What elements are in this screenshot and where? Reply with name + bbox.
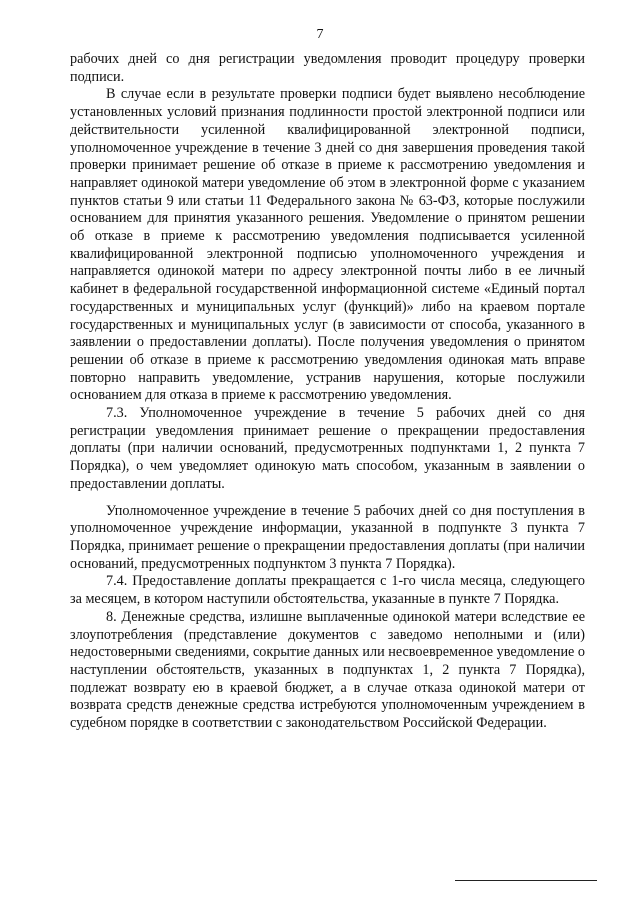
- paragraph-7-3: 7.3. Уполномоченное учреждение в течение 5 рабочих дней со дня регистрации уведомления принимает решение о прекращении предоставления доплаты (при наличии оснований, предусмотренных подпунктами 1, 2 пункта 7 Порядка), о чем уведомляет одинокую мать способом, указанным в заявлении о предоставлении доплаты.: [70, 405, 585, 492]
- paragraph-7-3-info: Уполномоченное учреждение в течение 5 рабочих дней со дня поступления в уполномоченное учреждение информации, указанной в подпункте 3 пункта 7 Порядка, принимает решение о прекращении предоставления доплаты (при наличии оснований, предусмотренных подпунктом 3 пункта 7 Порядка).: [70, 502, 585, 572]
- footer-divider: [455, 880, 597, 881]
- document-body: [70, 51, 585, 733]
- paragraph-continuation: рабочих дней со дня регистрации уведомления проводит процедуру проверки подписи.: [70, 51, 585, 85]
- paragraph-8: 8. Денежные средства, излишне выплаченные одинокой матери вследствие ее злоупотребления (представление документов с заведомо неполными и (или) недостоверными сведениями, сокрытие данных или несвоевременное уведомление о наступлении обстоятельств, указанных в подпунктах 1, 2 пункта 7 Порядка), подлежат возврату ею в краевой бюджет, а в случае отказа одинокой матери от возврата средств денежные средства истребуются уполномоченным учреждением в судебном порядке в соответствии с законодательством Российской Федерации.: [70, 608, 585, 732]
- paragraph-signature-check: В случае если в результате проверки подписи будет выявлено несоблюдение установленных условий признания подлинности простой электронной подписи или действительности усиленной квалифицированной электронной подписи, уполномоченное учреждение в течение 3 дней со дня завершения проведения такой проверки принимает решение об отказе в приеме к рассмотрению уведомления и направляет одинокой матери уведомление об этом в электронной форме с указанием пунктов статьи 9 или статьи 11 Федерального закона № 63-ФЗ, которые послужили основанием для принятия указанного решения. Уведомление о принятом решении об отказе в приеме к рассмотрению уведомления подписывается усиленной квалифицированной электронной подписью уполномоченного учреждения и направляется одинокой матери по адресу электронной почты либо в ее личный кабинет в федеральной государственной информационной системе «Единый портал государственных и муниципальных услуг (функций)» либо на краевом портале государственных и муниципальных услуг (в зависимости от способа, указанного в заявлении о предоставлении доплаты). После получения уведомления о принятом решении об отказе в приеме к рассмотрению уведомления одинокая мать вправе повторно направить уведомление, устранив нарушения, которые послужили основанием для отказа в приеме к рассмотрению уведомления.: [70, 86, 585, 404]
- page-number: 7: [316, 27, 324, 42]
- paragraph-7-4: 7.4. Предоставление доплаты прекращается с 1-го числа месяца, следующего за месяцем, в котором наступили обстоятельства, указанные в пункте 7 Порядка.: [70, 573, 585, 608]
